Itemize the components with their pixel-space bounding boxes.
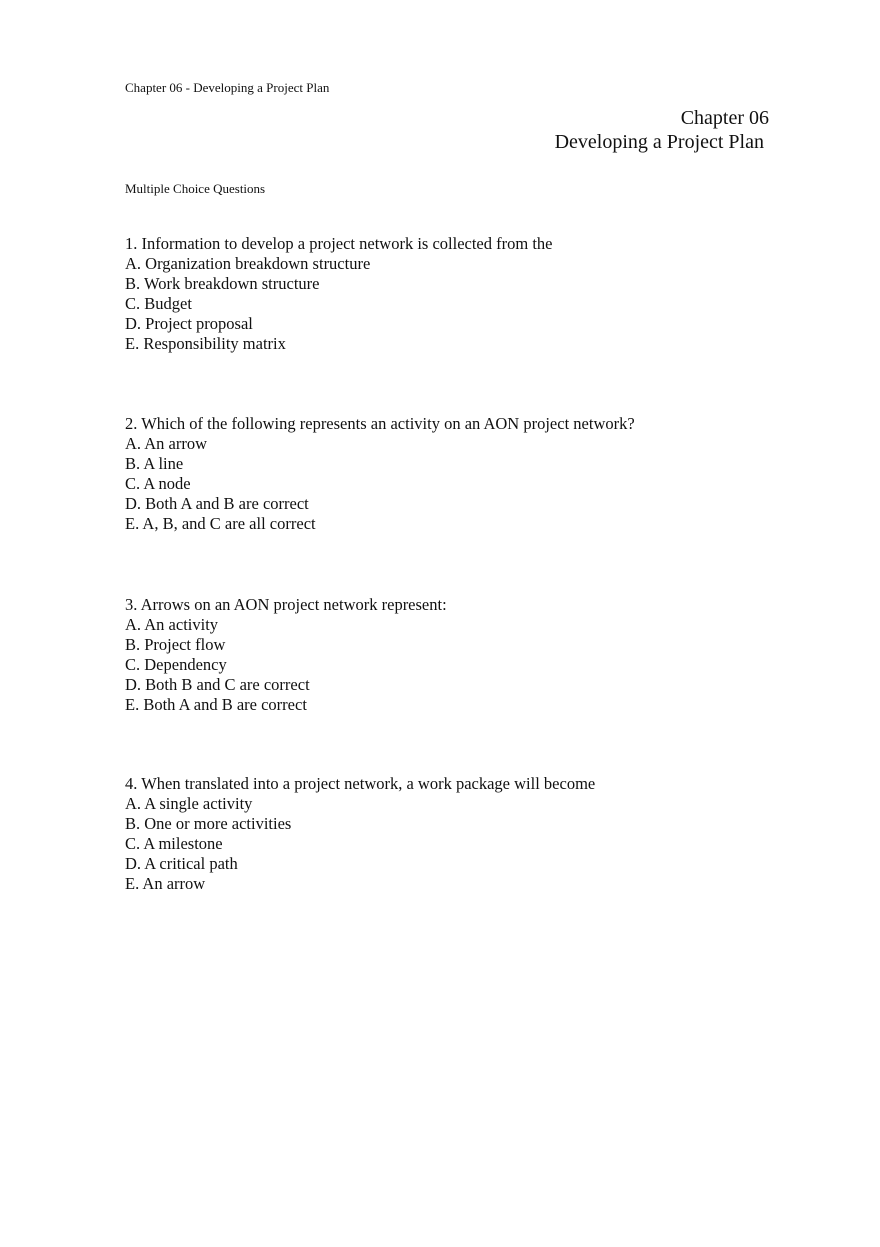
answer-option: E. Responsibility matrix <box>125 334 286 353</box>
answer-option: E. Both A and B are correct <box>125 695 307 714</box>
chapter-title: Developing a Project Plan <box>554 131 764 153</box>
answer-option: E. An arrow <box>125 874 206 893</box>
question-stem: 1. Information to develop a project network is collected from the <box>125 234 553 253</box>
answer-option: D. Project proposal <box>125 314 253 333</box>
answer-option: C. Dependency <box>125 655 227 674</box>
answer-option: C. A milestone <box>125 834 223 853</box>
answer-option: B. One or more activities <box>125 814 292 833</box>
answer-option: A. A single activity <box>125 794 253 813</box>
answer-option: B. Project flow <box>125 635 226 654</box>
question-3 <box>125 595 447 715</box>
question-2 <box>125 414 635 534</box>
chapter-number: Chapter 06 <box>680 107 769 129</box>
question-stem: 3. Arrows on an AON project network represent: <box>125 595 447 614</box>
answer-option: D. A critical path <box>125 854 238 873</box>
answer-option: B. Work breakdown structure <box>125 274 320 293</box>
question-4 <box>125 774 595 894</box>
chapter-title-block <box>555 106 769 154</box>
question-stem: 4. When translated into a project network, a work package will become <box>125 774 596 793</box>
section-label: Multiple Choice Questions <box>125 181 266 196</box>
answer-option: D. Both A and B are correct <box>125 494 309 513</box>
answer-option: A. An arrow <box>125 434 208 453</box>
answer-option: C. A node <box>125 474 191 493</box>
answer-option: B. A line <box>125 454 184 473</box>
running-header: Chapter 06 - Developing a Project Plan <box>125 80 330 95</box>
answer-option: D. Both B and C are correct <box>125 675 310 694</box>
answer-option: A. Organization breakdown structure <box>125 254 371 273</box>
answer-option: A. An activity <box>125 615 219 634</box>
question-1 <box>125 234 553 354</box>
answer-option: C. Budget <box>125 294 192 313</box>
question-stem: 2. Which of the following represents an activity on an AON project network? <box>125 414 635 433</box>
answer-option: E. A, B, and C are all correct <box>125 514 316 533</box>
